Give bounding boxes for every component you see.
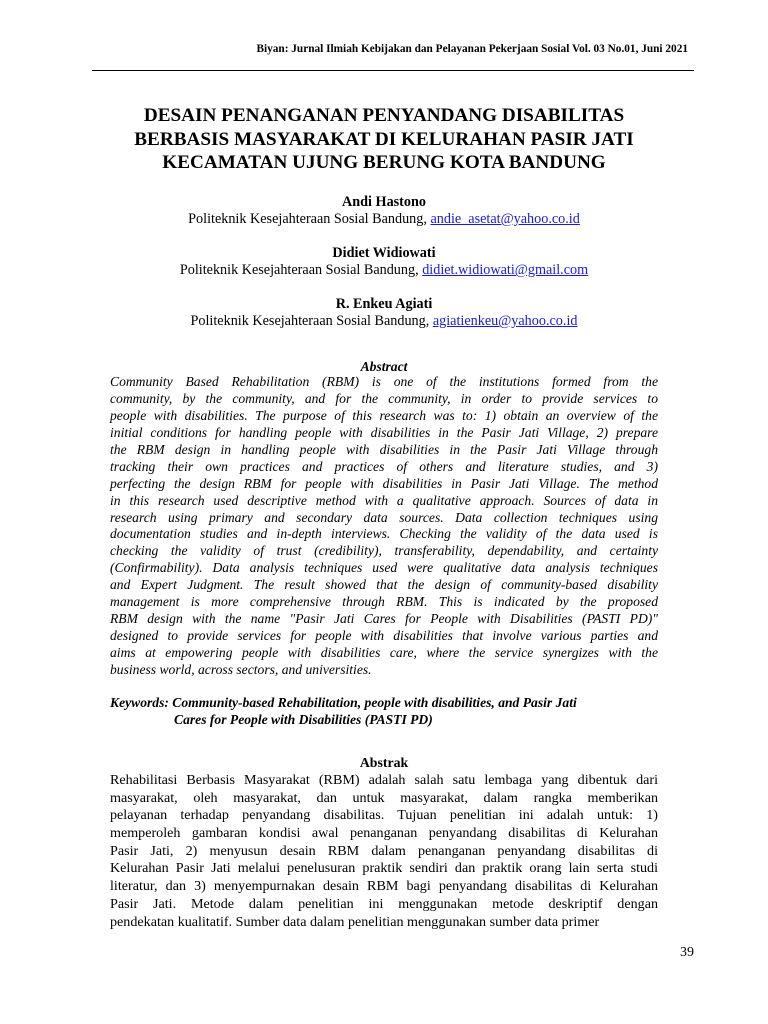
title-line: KECAMATAN UJUNG BERUNG KOTA BANDUNG xyxy=(162,152,606,173)
author-email-link[interactable]: andie_asetat@yahoo.co.id xyxy=(430,211,580,227)
author-name: Andi Hastono xyxy=(342,194,426,210)
paragraph-line: the RBM design in handling people with disabilities in the Pasir Jati Village through xyxy=(110,441,658,457)
paragraph-line: Rehabilitasi Berbasis Masyarakat (RBM) adalah salah satu lembaga yang dibentuk dari xyxy=(110,772,658,788)
abstract-body xyxy=(110,374,658,679)
paragraph-line: tracking their own practices and practices of others and literature studies, and 3) xyxy=(110,458,658,474)
abstrak-heading: Abstrak xyxy=(359,755,409,770)
affiliation-text: Politeknik Kesejahteraan Sosial Bandung, xyxy=(188,211,431,227)
paragraph-line: checking the validity of trust (credibility), transferability, dependability, and certainty xyxy=(110,543,658,559)
paragraph-line: RBM design with the name "Pasir Jati Cares for People with Disabilities (PASTI PD)" xyxy=(110,611,658,627)
keywords-line: Cares for People with Disabilities (PASTI PD) xyxy=(174,712,433,727)
author-name: R. Enkeu Agiati xyxy=(335,296,433,312)
header-rule xyxy=(92,70,694,71)
paragraph-line: documentation studies and in-depth interviews. Checking the validity of the data used is xyxy=(110,526,658,542)
author-1 xyxy=(110,194,658,228)
paragraph-line: initial conditions for handling people with disabilities in the Pasir Jati Village, 2) prepare xyxy=(110,424,658,440)
paragraph-line: Pasir Jati. Metode dalam penelitian ini menggunakan metode deskriptif dengan xyxy=(110,895,658,912)
paragraph-line: research using primary and secondary data sources. Data collection techniques using xyxy=(110,509,658,525)
paragraph-line: pelayanan terhadap penyandang disabilitas. Tujuan penelitian ini adalah untuk: 1) xyxy=(110,807,658,824)
abstract-heading: Abstract xyxy=(360,359,408,374)
paragraph-line: people with disabilities. The purpose of this research was to: 1) obtain an overview of the xyxy=(110,407,658,423)
keywords-line: Keywords: Community-based Rehabilitation, people with disabilities, and Pasir Jati xyxy=(110,695,577,710)
paragraph-line: Kelurahan Pasir Jati melalui penelusuran praktik sendiri dan praktik orang lain serta studi xyxy=(110,860,658,877)
title-line: DESAIN PENANGANAN PENYANDANG DISABILITAS xyxy=(143,105,625,126)
author-affiliation xyxy=(110,211,658,228)
page-number: 39 xyxy=(680,945,694,960)
keywords xyxy=(110,694,658,728)
author-email-link[interactable]: didiet.widiowati@gmail.com xyxy=(422,262,589,278)
running-head: Biyan: Jurnal Ilmiah Kebijakan dan Pelayanan Pekerjaan Sosial Vol. 03 No.01, Juni 2021 xyxy=(256,43,688,55)
paragraph-line: Pasir Jati, 2) menyusun desain RBM dalam penanganan penyandang disabilitas di xyxy=(110,842,658,859)
paragraph-line: memperoleh gambaran kondisi awal penanganan penyandang disabilitas di Kelurahan xyxy=(110,825,658,842)
paragraph-line: in this research used descriptive method with a qualitative approach. Sources of data in xyxy=(110,492,658,508)
paragraph-line: and Expert Judgment. The result showed that the design of community-based disability xyxy=(110,577,658,593)
paragraph-line: masyarakat, oleh masyarakat, dan untuk masyarakat, dalam rangka memberikan xyxy=(110,789,658,806)
paragraph-line: (Confirmability). Data analysis techniques used were qualitative data analysis techniques xyxy=(110,560,658,576)
paragraph-line: Community Based Rehabilitation (RBM) is one of the institutions formed from the xyxy=(110,374,658,389)
abstrak-body xyxy=(110,772,658,931)
author-2 xyxy=(110,245,658,279)
author-affiliation xyxy=(110,262,658,279)
paragraph-line: designed to provide services for people with disabilities that involve various parties and xyxy=(110,628,658,644)
author-3 xyxy=(110,296,658,330)
affiliation-text: Politeknik Kesejahteraan Sosial Bandung, xyxy=(190,313,433,329)
author-affiliation xyxy=(110,313,658,330)
title-line: BERBASIS MASYARAKAT DI KELURAHAN PASIR JATI xyxy=(134,128,634,150)
paragraph-line: perfecting the design RBM for people with disabilities in Pasir Jati Village. The method xyxy=(110,475,658,491)
paragraph-line: community, by the community, and for the community, in order to provide services to xyxy=(110,390,658,406)
paragraph-line: management is more comprehensive through RBM. This is indicated by the proposed xyxy=(110,594,658,610)
paragraph-line: aims at empowering people with disabilities care, where the service synergizes with the xyxy=(110,645,658,660)
affiliation-text: Politeknik Kesejahteraan Sosial Bandung, xyxy=(179,262,423,278)
paragraph-line: business world, across sectors, and universities. xyxy=(110,661,372,677)
author-email-link[interactable]: agiatienkeu@yahoo.co.id xyxy=(432,313,578,329)
paragraph-line: literatur, dan 3) menyempurnakan desain RBM bagi penyandang disabilitas di Kelurahan xyxy=(110,878,658,895)
author-name: Didiet Widiowati xyxy=(332,245,436,261)
paper-title xyxy=(92,104,676,175)
paragraph-line: pendekatan kualitatif. Sumber data dalam penelitian menggunakan sumber data primer xyxy=(110,913,600,930)
